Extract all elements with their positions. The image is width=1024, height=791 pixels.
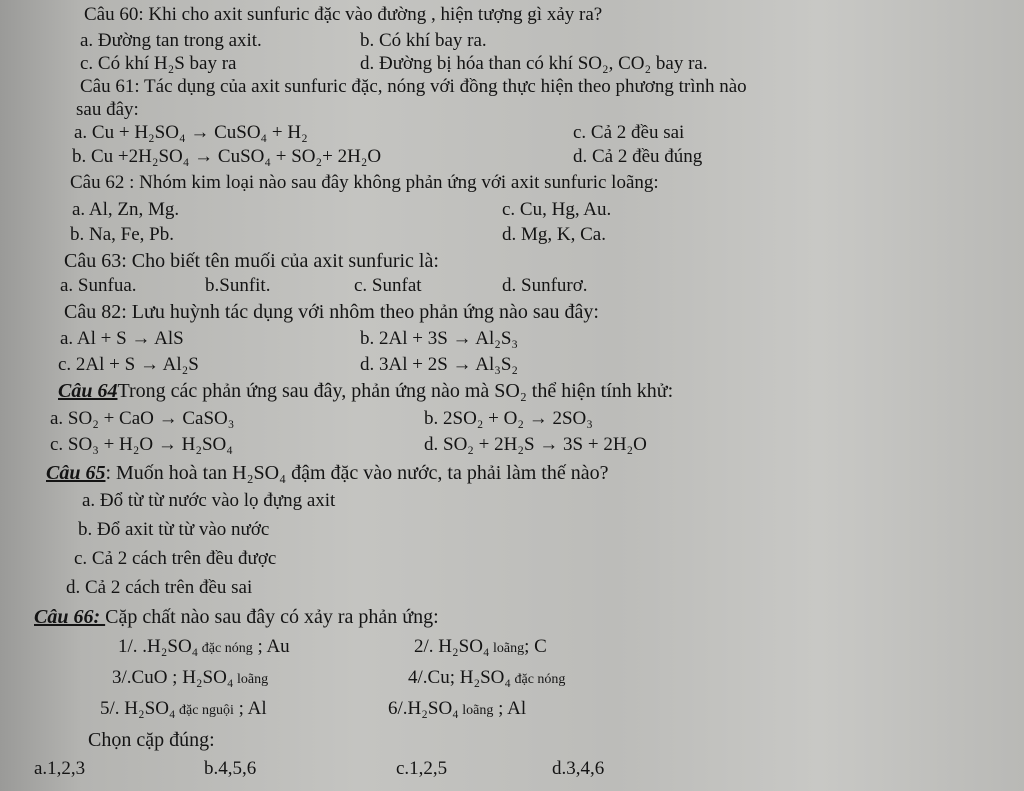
q62-option-b: b. Na, Fe, Pb. xyxy=(70,224,174,245)
q82-option-a: a. Al + S → AlS xyxy=(60,328,184,349)
q65-label: Câu 65 xyxy=(46,462,106,484)
q64-label: Câu 64 xyxy=(58,380,118,402)
q64-option-a: a. SO₂ + CaO → CaSO₃ xyxy=(50,408,235,429)
q82-option-c: c. 2Al + S → Al₂S xyxy=(58,354,199,375)
q66-option-a: a.1,2,3 xyxy=(34,758,86,779)
q66-pair-5: 5/. H₂SO₄ đặc nguội ; Al xyxy=(100,698,267,719)
q66-option-b: b.4,5,6 xyxy=(204,758,257,779)
q66-stem-line xyxy=(34,606,439,628)
q60-option-c: c. Có khí H₂S bay ra xyxy=(80,53,237,74)
q62-option-c: c. Cu, Hg, Au. xyxy=(502,199,612,220)
q66-pair-6: 6/.H₂SO₄ loãng ; Al xyxy=(388,698,527,719)
q61-stem-line2: sau đây: xyxy=(76,99,139,120)
q65-option-a: a. Đổ từ từ nước vào lọ đựng axit xyxy=(82,490,336,511)
q82-option-b: b. 2Al + 3S → Al₂S₃ xyxy=(360,328,519,349)
q65-stem-line xyxy=(46,462,608,484)
q66-pair-3: 3/.CuO ; H₂SO₄ loãng xyxy=(112,667,269,688)
q66-option-d: d.3,4,6 xyxy=(552,758,605,779)
q60-option-a: a. Đường tan trong axit. xyxy=(80,30,262,51)
q82-stem: Câu 82: Lưu huỳnh tác dụng với nhôm theo phản ứng nào sau đây: xyxy=(64,301,599,323)
q64-option-d: d. SO₂ + 2H₂S → 3S + 2H₂O xyxy=(424,434,647,455)
q65-option-c: c. Cả 2 cách trên đều được xyxy=(74,548,277,569)
q66-pair-2: 2/. H₂SO₄ loãng; C xyxy=(414,636,547,657)
q63-option-a: a. Sunfua. xyxy=(60,275,137,296)
q62-option-a: a. Al, Zn, Mg. xyxy=(72,199,180,220)
q65-option-d: d. Cả 2 cách trên đều sai xyxy=(66,577,253,598)
q61-option-b: b. Cu +2H₂SO₄ → CuSO₄ + SO₂+ 2H₂O xyxy=(72,146,382,167)
q66-choose-label: Chọn cặp đúng: xyxy=(88,729,215,751)
q66-label: Câu 66: xyxy=(34,606,106,628)
q65-option-b: b. Đổ axit từ từ vào nước xyxy=(78,519,270,540)
q63-stem: Câu 63: Cho biết tên muối của axit sunfuric là: xyxy=(64,250,439,272)
q64-option-c: c. SO₃ + H₂O → H₂SO₄ xyxy=(50,434,233,455)
q64-stem-line xyxy=(58,380,673,402)
q60-option-b: b. Có khí bay ra. xyxy=(360,30,487,51)
q66-pair-1: 1/. .H₂SO₄ đặc nóng ; Au xyxy=(118,636,290,657)
q61-stem-line1: Câu 61: Tác dụng của axit sunfuric đặc, nóng với đồng thực hiện theo phương trình nào xyxy=(80,76,747,97)
q63-option-d: d. Sunfurơ. xyxy=(502,275,588,296)
q66-option-c: c.1,2,5 xyxy=(396,758,448,779)
q64-option-b: b. 2SO₂ + O₂ → 2SO₃ xyxy=(424,408,593,429)
q60-option-d: d. Đường bị hóa than có khí SO₂, CO₂ bay ra. xyxy=(360,53,708,74)
q66-stem: Cặp chất nào sau đây có xảy ra phản ứng: xyxy=(105,606,439,628)
q65-stem: : Muốn hoà tan H₂SO₄ đậm đặc vào nước, ta phải làm thế nào? xyxy=(105,462,609,484)
q63-option-b: b.Sunfit. xyxy=(205,275,271,296)
q62-option-d: d. Mg, K, Ca. xyxy=(502,224,606,245)
q61-option-a: a. Cu + H₂SO₄ → CuSO₄ + H₂ xyxy=(74,122,308,143)
q61-option-d: d. Cả 2 đều đúng xyxy=(573,146,703,167)
q62-stem: Câu 62 : Nhóm kim loại nào sau đây không phản ứng với axit sunfuric loãng: xyxy=(70,172,659,193)
q66-pair-4: 4/.Cu; H₂SO₄ đặc nóng xyxy=(408,667,566,688)
q61-option-c: c. Cả 2 đều sai xyxy=(573,122,685,143)
q60-stem: Câu 60: Khi cho axit sunfuric đặc vào đường , hiện tượng gì xảy ra? xyxy=(84,4,603,25)
q63-option-c: c. Sunfat xyxy=(354,275,422,296)
q64-stem: Trong các phản ứng sau đây, phản ứng nào mà SO₂ thể hiện tính khử: xyxy=(117,380,674,402)
q82-option-d: d. 3Al + 2S → Al₃S₂ xyxy=(360,354,519,375)
